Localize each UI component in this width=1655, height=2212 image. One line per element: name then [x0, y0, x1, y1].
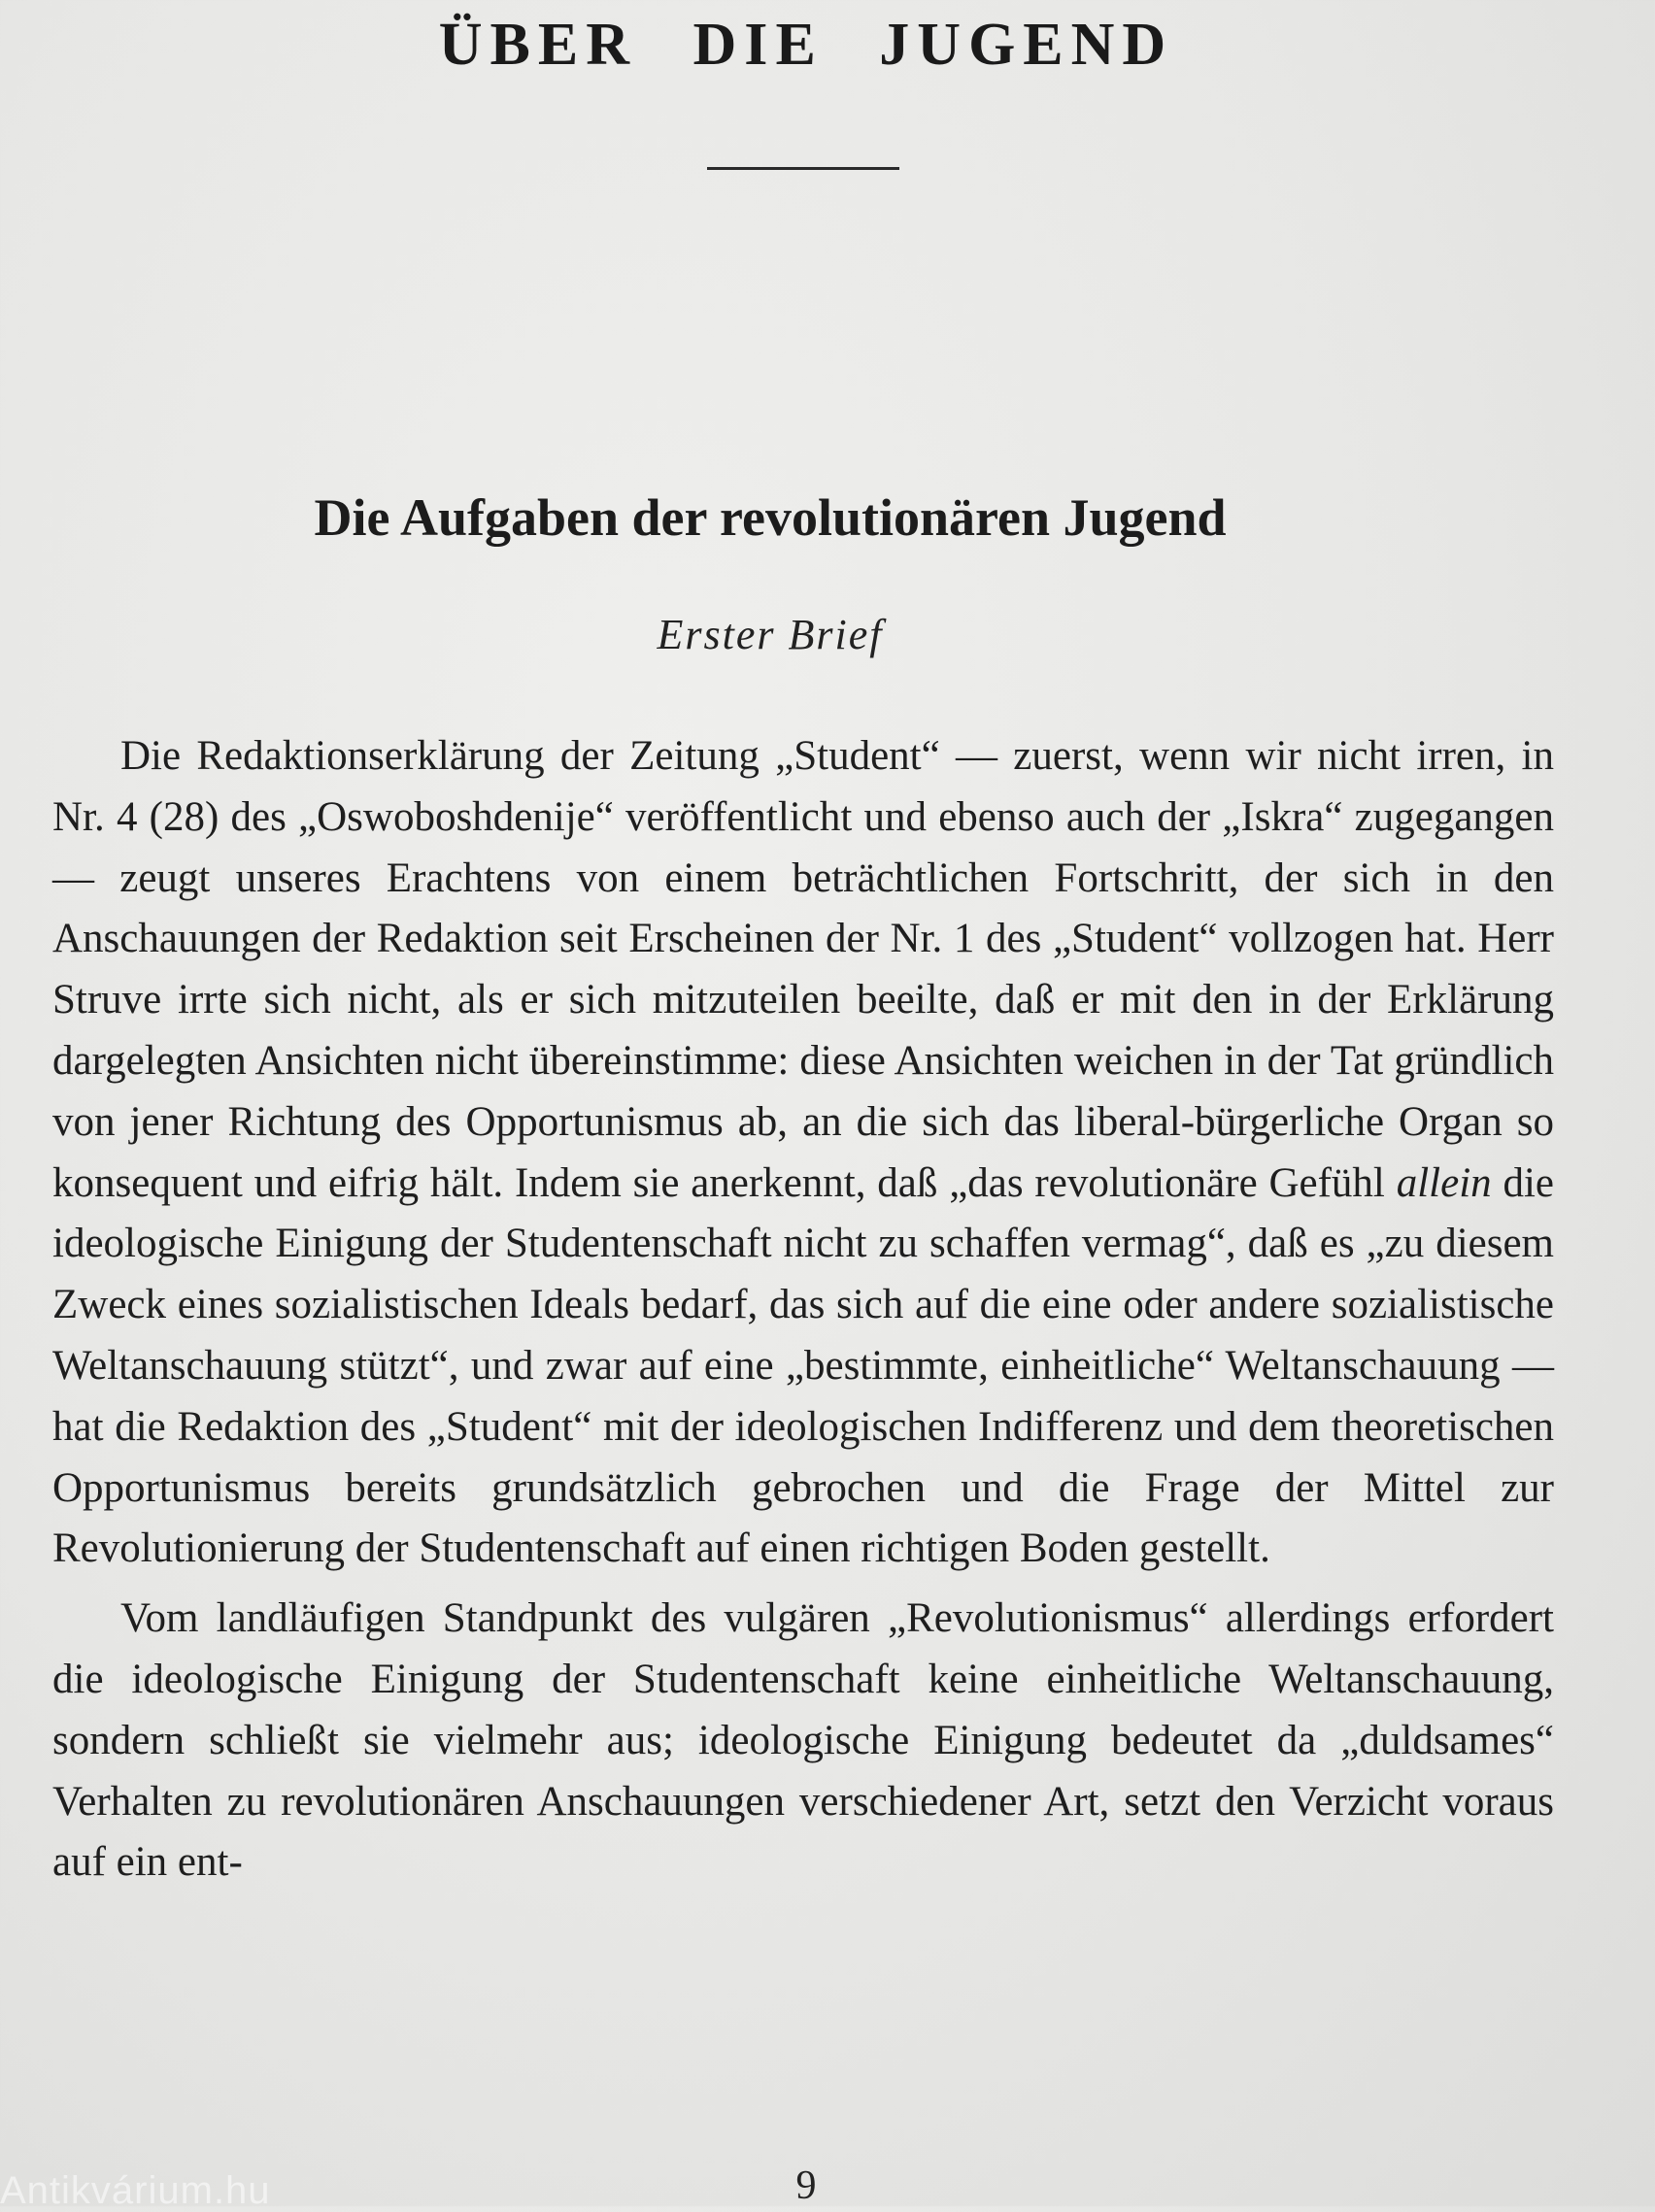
paragraph-1	[52, 726, 1554, 1580]
heading-divider	[707, 167, 899, 170]
paragraph-1-text-after: die ideologische Einigung der Studentenschaft nicht zu schaffen vermag“, daß es „zu diesem Zweck eines sozialistischen Ideals bedarf, das sich auf die eine oder andere sozialistische Weltanschauung stützt“, und zwar auf eine „bestimmte, einheitliche“ Weltanschauung — hat die Redaktion des „Student“ mit der ideologischen Indifferenz und dem theoretischen Opportunismus bereits grundsätzlich gebrochen und die Frage der Mittel zur Revolutionierung der Studentenschaft auf einen richtigen Boden gestellt.	[52, 1159, 1555, 1572]
article-body	[52, 726, 1554, 1894]
article-title: Die Aufgaben der revolutionären Jugend	[314, 488, 1227, 547]
paragraph-1-text-before: Die Redaktionserklärung der Zeitung „Student“ — zuerst, wenn wir nicht irren, in Nr. 4 (28) des „Oswoboshdenije“ veröffentlicht und ebenso auch der „Iskra“ zugegangen — zeugt unseres Erachtens von einem beträchtlichen Fortschritt, der sich in den Anschauungen der Redaktion seit Erscheinen der Nr. 1 des „Student“ vollzogen hat. Herr Struve irrte sich nicht, als er sich mitzuteilen beeilte, daß er mit den in der Erklärung dargelegten Ansichten nicht übereinstimme: diese Ansichten weichen in der Tat gründlich von jener Richtung des Opportunismus ab, an die sich das liberal-bürgerliche Organ so konsequent und eifrig hält. Indem sie anerkennt, daß „das revolutionäre Gefühl	[52, 733, 1554, 1206]
paragraph-2: Vom landläufigen Standpunkt des vulgären „Revolutionismus“ allerdings erfordert die ideologische Einigung der Studentenschaft keine einheitliche Weltanschauung, sondern schließt sie vielmehr aus; ideologische Einigung bedeutet da „duldsames“ Verhalten zu revolutionären Anschauungen verschiedener Art, setzt den Verzicht voraus auf ein ent-	[52, 1595, 1554, 1886]
paragraph-1-emphasis: allein	[1396, 1159, 1492, 1206]
article-subtitle: Erster Brief	[657, 611, 884, 658]
page-number: 9	[795, 2163, 817, 2208]
watermark-text: Antikvárium.hu	[0, 2169, 271, 2212]
page-heading: ÜBER DIE JUGEND	[438, 12, 1174, 78]
